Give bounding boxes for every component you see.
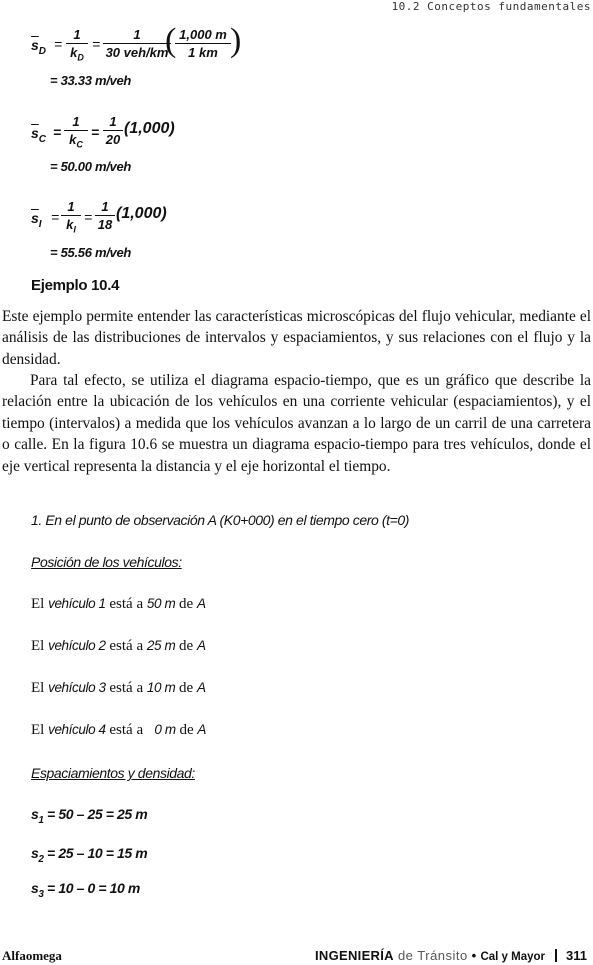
footer-book-info (315, 948, 587, 963)
paragraph-intro: Este ejemplo permite entender las características microscópicas del flujo vehicular, mediante el análisis de las distribuciones de intervalos y espaciamientos, y sus relaciones con el flujo y la densidad. (2, 308, 591, 368)
spacing-formula: $s_2 = 25 - 10 = 15$ m (31, 845, 148, 865)
eq-sign: = (53, 124, 62, 140)
eq-factor: (1,000) (116, 205, 167, 222)
vertical-divider (555, 949, 557, 962)
authors: Cal y Mayor (480, 951, 546, 963)
position-line: El vehículo 1 está a 50 m de A (31, 596, 206, 612)
bullet-separator: • (467, 948, 481, 963)
eq-factor: (1,000) (124, 120, 175, 137)
eq-sign: = (84, 209, 93, 225)
running-header: 10.2 Conceptos fundamentales (391, 0, 591, 13)
eq-lhs: $\overline{s}_D$ (31, 37, 47, 57)
book-title-light: de Tránsito (393, 948, 468, 963)
eq-sign: = (51, 209, 60, 225)
fraction: $\frac{1}{k_C}$ (64, 114, 88, 150)
eq-lhs: $\overline{s}_C$ (31, 125, 47, 145)
position-line: El vehículo 4 está a 0 m de A (31, 722, 206, 738)
positions-heading: Posición de los vehículos: (31, 554, 182, 570)
spacing-formula: $s_3 = 10 - 0 = 10$ m (31, 880, 140, 900)
example-title: Ejemplo 10.4 (31, 277, 120, 294)
eq-sign: = (92, 36, 101, 52)
fraction: $\frac{1}{k_I}$ (61, 199, 81, 235)
book-title-bold: INGENIERÍA (314, 948, 394, 963)
page-number: 311 (566, 948, 587, 963)
eq-lhs: $\overline{s}_I$ (31, 210, 42, 230)
left-paren: ( (165, 22, 177, 59)
eq-sign: = (91, 124, 100, 140)
step-1-heading: 1. En el punto de observación A (K0+000) en el tiempo cero (t=0) (31, 512, 410, 528)
eq-result: = 55.56 m/veh (50, 245, 132, 260)
right-paren: ) (230, 22, 242, 59)
position-line: El vehículo 2 está a 25 m de A (31, 638, 206, 654)
fraction: $\frac{1}{20}$ (103, 114, 123, 147)
eq-result: = 50.00 m/veh (50, 159, 132, 174)
spacing-formula: $s_1 = 50 - 25 = 25$ m (31, 806, 148, 826)
fraction: $\frac{1}{18}$ (95, 199, 115, 232)
publisher-name: Alfaomega (2, 948, 62, 963)
fraction: 1 30 veh/km (103, 27, 171, 60)
position-line: El vehículo 3 está a 10 m de A (31, 680, 206, 696)
spacing-heading: Espaciamientos y densidad: (31, 765, 195, 781)
eq-sign: = (54, 36, 63, 52)
fraction: $\frac{1,000 m}{1 km}$ (175, 27, 231, 60)
fraction: $\frac{1}{k_D}$ (66, 27, 88, 63)
eq-result: = 33.33 m/veh (50, 73, 132, 88)
paragraph-diagram: Para tal efecto, se utiliza el diagrama espacio-tiempo, que es un gráfico que describe la relación entre la ubicación de los vehículos en una corriente vehicular (espaciamientos), y el tiempo (intervalos) a medida que los vehículos avanzan a lo largo de un carril de una carretera o calle. En la figura 10.6 se muestra un diagrama espacio-tiempo para tres vehículos, donde el eje vertical representa la distancia y el eje horizontal el tiempo. (2, 372, 591, 475)
